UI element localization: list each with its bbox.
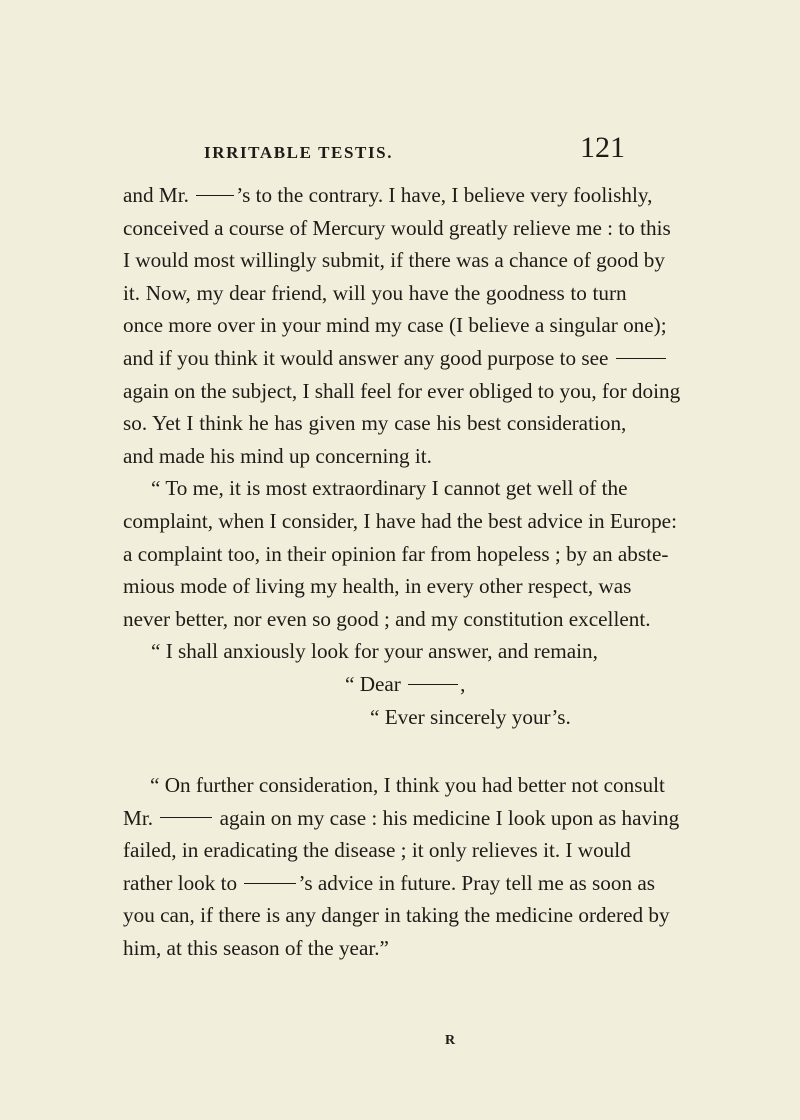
postscript-line: [123, 868, 655, 898]
text-line: [123, 180, 652, 210]
text-line: [151, 473, 627, 503]
line-text: him, at this season of the year.”: [123, 936, 389, 961]
line-text: Mr.: [123, 805, 159, 830]
text-line: [123, 343, 668, 373]
text-line: [123, 571, 631, 601]
salutation-line: [345, 669, 465, 699]
line-text: failed, in eradicating the disease ; it only relieves it. I would: [123, 838, 631, 863]
line-text: rather look to: [123, 870, 243, 895]
text-line: [123, 376, 680, 406]
line-text: and Mr.: [123, 183, 195, 207]
postscript-line: [123, 900, 670, 930]
signature-mark: R: [445, 1033, 457, 1048]
line-text: once more over in your mind my case (I believe a singular one);: [123, 313, 667, 338]
line-text: again on the subject, I shall feel for ever obliged to you, for doing: [123, 378, 681, 403]
line-text: it. Now, my dear friend, will you have the goodness to turn: [123, 280, 627, 305]
text-line: [123, 441, 432, 471]
line-text: you can, if there is any danger in taking the medicine ordered by: [123, 903, 670, 928]
line-text: ’s to the contrary. I have, I believe very foolishly,: [236, 183, 653, 207]
line-text: “ On further consideration, I think you had better not consult: [150, 773, 665, 798]
line-text: and made his mind up concerning it.: [123, 443, 432, 468]
text-line: [123, 539, 668, 569]
postscript-line: [123, 803, 679, 833]
omitted-name-dash: [196, 195, 234, 196]
text-line: [123, 506, 677, 536]
page-number: 121: [580, 131, 625, 164]
line-text: I would most willingly submit, if there was a chance of good by: [123, 248, 665, 273]
omitted-name-dash: [160, 817, 212, 818]
line-text: a complaint too, in their opinion far from hopeless ; by an abste-: [123, 541, 669, 566]
omitted-name-dash: [616, 358, 666, 359]
running-head: IRRITABLE TESTIS.: [204, 143, 394, 162]
closing-line: “ Ever sincerely your’s.: [370, 704, 571, 729]
line-text: ’s advice in future. Pray tell me as soon as: [298, 870, 656, 895]
text-line: [123, 245, 665, 275]
line-text: so. Yet I think he has given my case his best consideration,: [123, 411, 627, 436]
text-line: [123, 278, 627, 308]
line-text: “ Dear: [345, 672, 407, 696]
postscript-line: [123, 835, 631, 865]
line-text: conceived a course of Mercury would greatly relieve me : to this: [123, 215, 671, 240]
line-text: “ I shall anxiously look for your answer, and remain,: [151, 639, 598, 664]
line-text: “ To me, it is most extraordinary I cannot get well of the: [151, 476, 628, 501]
line-text: ,: [460, 672, 466, 696]
omitted-name-dash: [244, 883, 296, 884]
postscript-line: [150, 770, 665, 800]
omitted-name-dash: [408, 684, 458, 685]
postscript-line: [123, 933, 389, 963]
line-text: mious mode of living my health, in every other respect, was: [123, 574, 632, 599]
text-line: [123, 604, 651, 634]
text-line: [123, 213, 671, 243]
text-line: [151, 636, 598, 666]
line-text: and if you think it would answer any good purpose to see: [123, 346, 614, 370]
line-text: never better, nor even so good ; and my constitution excellent.: [123, 606, 651, 631]
line-text: again on my case : his medicine I look upon as having: [214, 805, 680, 830]
text-line: [123, 310, 667, 340]
line-text: complaint, when I consider, I have had the best advice in Europe:: [123, 509, 677, 533]
text-line: [123, 408, 626, 438]
